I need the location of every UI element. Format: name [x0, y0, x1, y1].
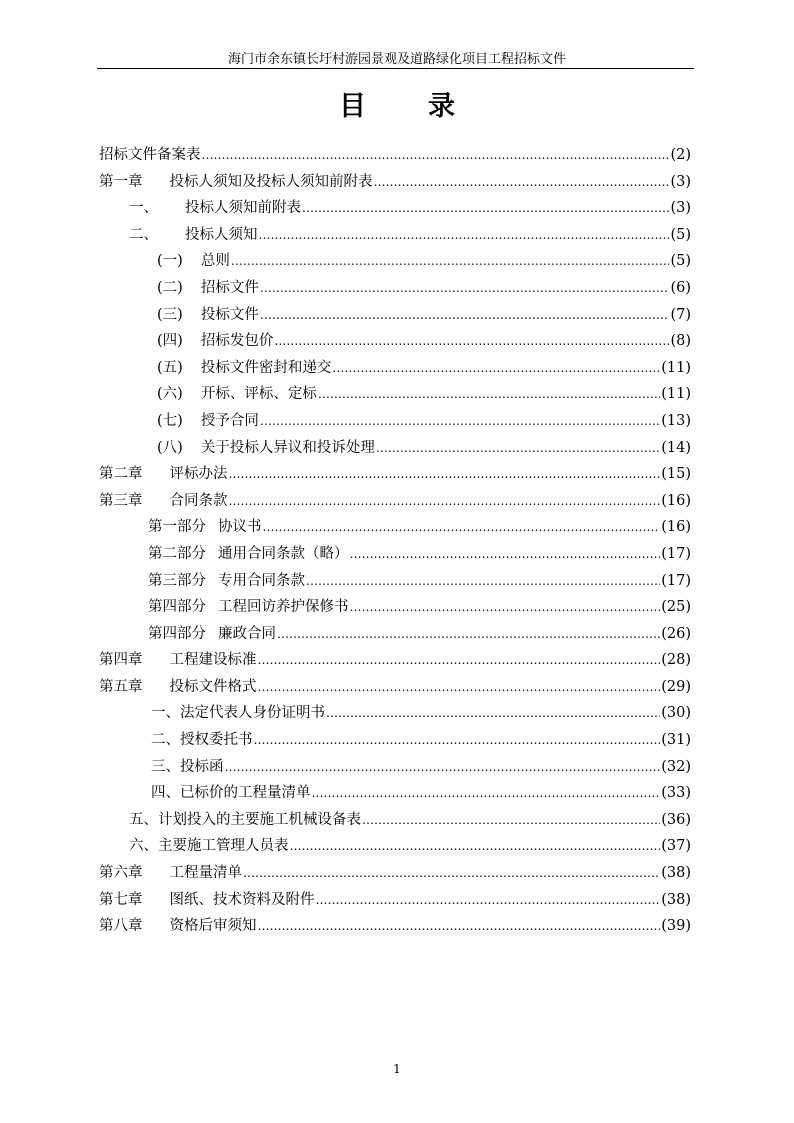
toc-entry-prefix: 第二部分 [148, 545, 206, 562]
toc-entry-prefix: (四) [157, 333, 183, 350]
toc-entry[interactable] [99, 356, 691, 383]
toc-entry-page: (5) [670, 253, 691, 270]
toc-entry-page: (16) [661, 492, 691, 509]
toc-entry-prefix: (一) [157, 253, 183, 270]
toc-entry-prefix: (五) [157, 359, 183, 376]
toc-entry-page: (13) [661, 412, 691, 429]
toc-dot-leader [374, 174, 670, 190]
toc-entry-prefix: (六) [157, 386, 183, 403]
toc-entry-page: (37) [661, 838, 691, 855]
toc-dot-leader [350, 546, 661, 562]
toc-entry-title: 二、授权委托书 [151, 732, 253, 749]
toc-entry-title: 投标文件 [200, 306, 259, 323]
toc-entry-page: (11) [661, 359, 691, 376]
toc-entry-prefix: 第四章 [99, 652, 143, 669]
toc-entry-page: (39) [661, 918, 691, 935]
page-title: 目录 [339, 91, 517, 122]
toc-entry-title: 五、计划投入的主要施工机械设备表 [129, 811, 361, 828]
toc-entry[interactable] [99, 409, 691, 436]
toc-entry-title: 开标、评标、定标 [200, 386, 317, 403]
toc-dot-leader [229, 493, 661, 509]
toc-entry[interactable] [99, 861, 691, 888]
toc-entry-page: (11) [661, 386, 691, 403]
toc-entry-title: 廉政合同 [218, 625, 276, 642]
toc-entry-title: 工程量清单 [169, 865, 242, 882]
toc-entry-page: (38) [661, 865, 691, 882]
toc-dot-leader [260, 280, 670, 296]
toc-entry[interactable] [99, 170, 691, 197]
toc-dot-leader [263, 519, 661, 535]
toc-entry-title: 招标发包价 [200, 333, 274, 350]
toc-entry-prefix: 二、 [129, 226, 158, 243]
toc-entry[interactable] [99, 515, 691, 542]
toc-entry[interactable] [99, 276, 691, 303]
toc-entry-page: (28) [661, 652, 691, 669]
toc-dot-leader [258, 652, 661, 668]
toc-entry-page: (38) [661, 891, 691, 908]
toc-dot-leader [312, 785, 661, 801]
toc-entry-page: (15) [661, 466, 691, 483]
toc-entry-page: (36) [661, 811, 691, 828]
toc-entry-title: 资格后审须知 [169, 918, 257, 935]
toc-entry-prefix: (三) [157, 306, 183, 323]
toc-dot-leader [302, 200, 669, 216]
toc-entry-prefix: 第二章 [99, 466, 143, 483]
toc-dot-leader [231, 253, 670, 269]
toc-entry-title: 专用合同条款 [218, 572, 305, 589]
toc-entry[interactable] [99, 834, 691, 861]
toc-entry-page: (8) [670, 333, 691, 350]
toc-entry[interactable] [99, 303, 691, 330]
toc-entry-title: 投标人须知 [185, 226, 258, 243]
toc-entry-page: (2) [670, 147, 691, 163]
toc-entry-prefix: (八) [157, 439, 183, 456]
toc-entry-page: (17) [661, 572, 691, 589]
toc-entry-title: 三、投标函 [151, 758, 224, 775]
toc-entry[interactable] [99, 489, 691, 516]
toc-entry-title: 招标文件备案表 [99, 147, 201, 163]
toc-dot-leader [326, 705, 660, 721]
toc-entry-title: 一、法定代表人身份证明书 [151, 705, 325, 722]
toc-dot-leader [332, 360, 660, 376]
toc-entry-prefix: 第八章 [99, 918, 143, 935]
toc-entry[interactable] [99, 436, 691, 463]
toc-entry-prefix: 第六章 [99, 865, 143, 882]
toc-entry-page: (5) [670, 226, 691, 243]
toc-entry-page: (16) [661, 519, 691, 536]
toc-dot-leader [259, 227, 670, 243]
toc-entry-prefix: 第三部分 [148, 572, 206, 589]
toc-entry[interactable] [99, 569, 691, 596]
toc-entry[interactable] [99, 382, 691, 409]
header-rule [97, 68, 694, 69]
toc-entry[interactable] [99, 888, 691, 915]
toc-entry-prefix: 第五章 [99, 678, 143, 695]
toc-entry-page: (17) [661, 545, 691, 562]
toc-entry[interactable] [99, 728, 691, 755]
toc-dot-leader [277, 626, 660, 642]
toc-entry[interactable] [99, 675, 691, 702]
toc-entry-prefix: 第一部分 [148, 519, 206, 536]
toc-dot-leader [225, 759, 661, 775]
toc-entry[interactable] [99, 329, 691, 356]
toc-entry-title: 合同条款 [169, 492, 228, 509]
toc-entry-prefix: (七) [157, 412, 183, 429]
toc-entry-title: 投标人须知及投标人须知前附表 [169, 173, 373, 190]
toc-entry-title: 关于投标人异议和投诉处理 [200, 439, 375, 456]
toc-entry-page: (32) [661, 758, 691, 775]
toc-dot-leader [258, 679, 661, 695]
toc-entry-page: (26) [661, 625, 691, 642]
toc-dot-leader [254, 732, 661, 748]
toc-entry-title: 投标文件密封和递交 [200, 359, 332, 376]
toc-dot-leader [318, 386, 660, 402]
toc-entry-prefix: 第一章 [99, 173, 143, 190]
toc-dot-leader [229, 466, 661, 482]
toc-entry-page: (7) [670, 306, 691, 323]
toc-entry-page: (29) [661, 678, 691, 695]
toc-entry-prefix: 第七章 [99, 891, 143, 908]
toc-entry[interactable] [99, 701, 691, 728]
toc-entry-title: 投标人须知前附表 [185, 200, 301, 217]
toc-entry-title: 通用合同条款（略） [218, 545, 349, 562]
toc-entry-title: 授予合同 [200, 412, 259, 429]
toc-dot-leader [260, 307, 670, 323]
toc-entry[interactable] [99, 781, 691, 808]
toc-entry-page: (30) [661, 705, 691, 722]
toc-entry-page: (14) [661, 439, 691, 456]
toc-entry-prefix: 第四部分 [148, 599, 206, 616]
toc-entry[interactable] [99, 622, 691, 649]
toc-dot-leader [376, 440, 660, 456]
toc-dot-leader [350, 599, 661, 615]
toc-entry-page: (6) [670, 279, 691, 296]
toc-entry-prefix: (二) [157, 279, 183, 296]
toc-entry-title: 总则 [200, 253, 230, 270]
toc-entry-prefix: 第四部分 [148, 625, 206, 642]
toc-entry-page: (3) [670, 173, 691, 190]
toc-entry-page: (25) [661, 599, 691, 616]
toc-entry-title: 工程建设标准 [169, 652, 257, 669]
toc-entry-page: (31) [661, 732, 691, 749]
toc-entry-page: (3) [670, 200, 691, 217]
toc-entry-title: 六、主要施工管理人员表 [129, 838, 289, 855]
toc-entry-title: 评标办法 [169, 466, 228, 483]
toc-entry[interactable] [99, 196, 691, 223]
toc-entry-prefix: 一、 [129, 200, 158, 217]
toc-dot-leader [306, 573, 660, 589]
toc-entry[interactable] [99, 143, 691, 170]
toc-entry-title: 投标文件格式 [169, 678, 257, 695]
toc-dot-leader [243, 865, 660, 881]
toc-entry[interactable] [99, 249, 691, 276]
toc-entry[interactable] [99, 914, 691, 941]
toc-dot-leader [316, 892, 661, 908]
toc-dot-leader [362, 812, 660, 828]
toc-entry[interactable] [99, 808, 691, 835]
toc-entry-prefix: 第三章 [99, 492, 143, 509]
toc-entry-title: 招标文件 [200, 279, 259, 296]
table-of-contents [99, 143, 691, 941]
toc-dot-leader [202, 147, 670, 163]
toc-entry-title: 协议书 [218, 519, 262, 536]
toc-entry[interactable] [99, 648, 691, 675]
toc-dot-leader [290, 838, 661, 854]
toc-entry-title: 图纸、技术资料及附件 [169, 891, 315, 908]
toc-entry[interactable] [99, 223, 691, 250]
toc-entry-page: (33) [661, 785, 691, 802]
toc-entry[interactable] [99, 595, 691, 622]
toc-dot-leader [258, 918, 661, 934]
toc-entry-title: 四、已标价的工程量清单 [151, 785, 311, 802]
page-number: 1 [393, 1062, 401, 1076]
toc-entry[interactable] [99, 542, 691, 569]
toc-entry[interactable] [99, 462, 691, 489]
toc-entry-title: 工程回访养护保修书 [218, 599, 349, 616]
toc-dot-leader [260, 413, 660, 429]
running-header: 海门市余东镇长圩村游园景观及道路绿化项目工程招标文件 [227, 52, 566, 67]
toc-entry[interactable] [99, 755, 691, 782]
toc-dot-leader [274, 333, 669, 349]
